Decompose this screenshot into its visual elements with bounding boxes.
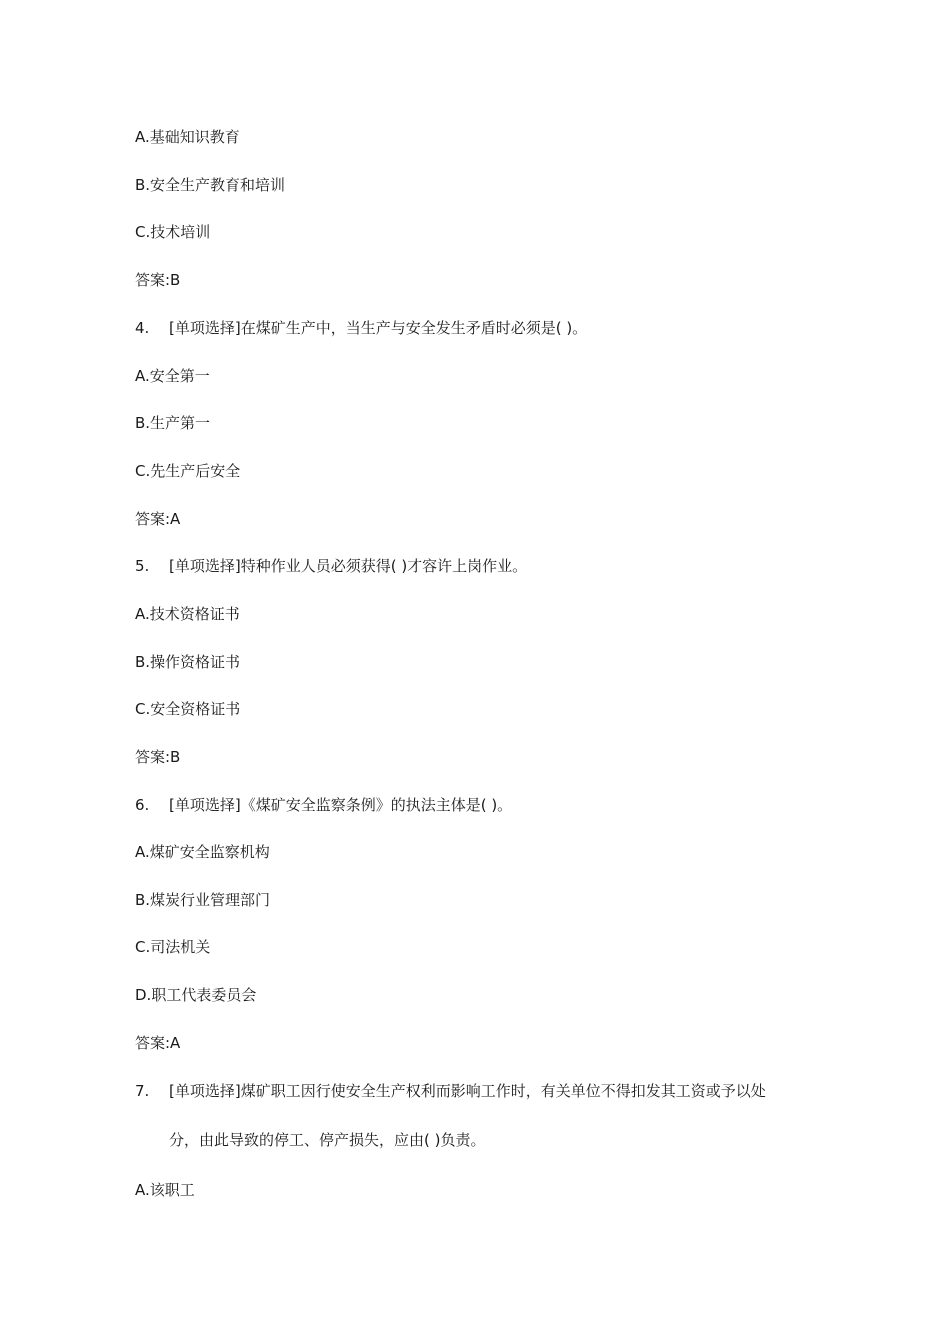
question-7-continued: 分，由此导致的停工、停产损失，应由( )负责。 xyxy=(169,1131,486,1149)
option-a-q5: A.技术资格证书 xyxy=(135,605,240,623)
question-number: 4. xyxy=(135,319,150,337)
question-6 xyxy=(135,795,512,815)
option-b-q6: B.煤炭行业管理部门 xyxy=(135,891,271,909)
option-a-q6: A.煤矿安全监察机构 xyxy=(135,843,270,861)
question-7 xyxy=(135,1081,766,1101)
option-c-q5: C.安全资格证书 xyxy=(135,700,241,718)
option-c-q4: C.先生产后安全 xyxy=(135,462,241,480)
question-text: [单项选择]《煤矿安全监察条例》的执法主体是( )。 xyxy=(169,796,513,814)
answer-q3: 答案:B xyxy=(135,271,181,289)
option-d-q6: D.职工代表委员会 xyxy=(135,986,257,1004)
option-b-q3: B.安全生产教育和培训 xyxy=(135,176,286,194)
question-4 xyxy=(135,318,587,338)
question-number: 6. xyxy=(135,796,150,814)
option-c-q6: C.司法机关 xyxy=(135,938,211,956)
question-text: [单项选择]在煤矿生产中，当生产与安全发生矛盾时必须是( )。 xyxy=(169,319,588,337)
question-5 xyxy=(135,556,527,576)
question-text: [单项选择]特种作业人员必须获得( )才容许上岗作业。 xyxy=(169,557,528,575)
option-a-q3: A.基础知识教育 xyxy=(135,128,240,146)
option-b-q4: B.生产第一 xyxy=(135,414,211,432)
option-b-q5: B.操作资格证书 xyxy=(135,653,241,671)
answer-q5: 答案:B xyxy=(135,748,181,766)
answer-q6: 答案:A xyxy=(135,1034,181,1052)
question-number: 5. xyxy=(135,557,150,575)
question-number: 7. xyxy=(135,1082,150,1100)
option-c-q3: C.技术培训 xyxy=(135,223,211,241)
option-a-q4: A.安全第一 xyxy=(135,367,210,385)
answer-q4: 答案:A xyxy=(135,510,181,528)
option-a-q7: A.该职工 xyxy=(135,1181,195,1199)
question-text: [单项选择]煤矿职工因行使安全生产权利而影响工作时，有关单位不得扣发其工资或予以处 xyxy=(169,1082,766,1100)
